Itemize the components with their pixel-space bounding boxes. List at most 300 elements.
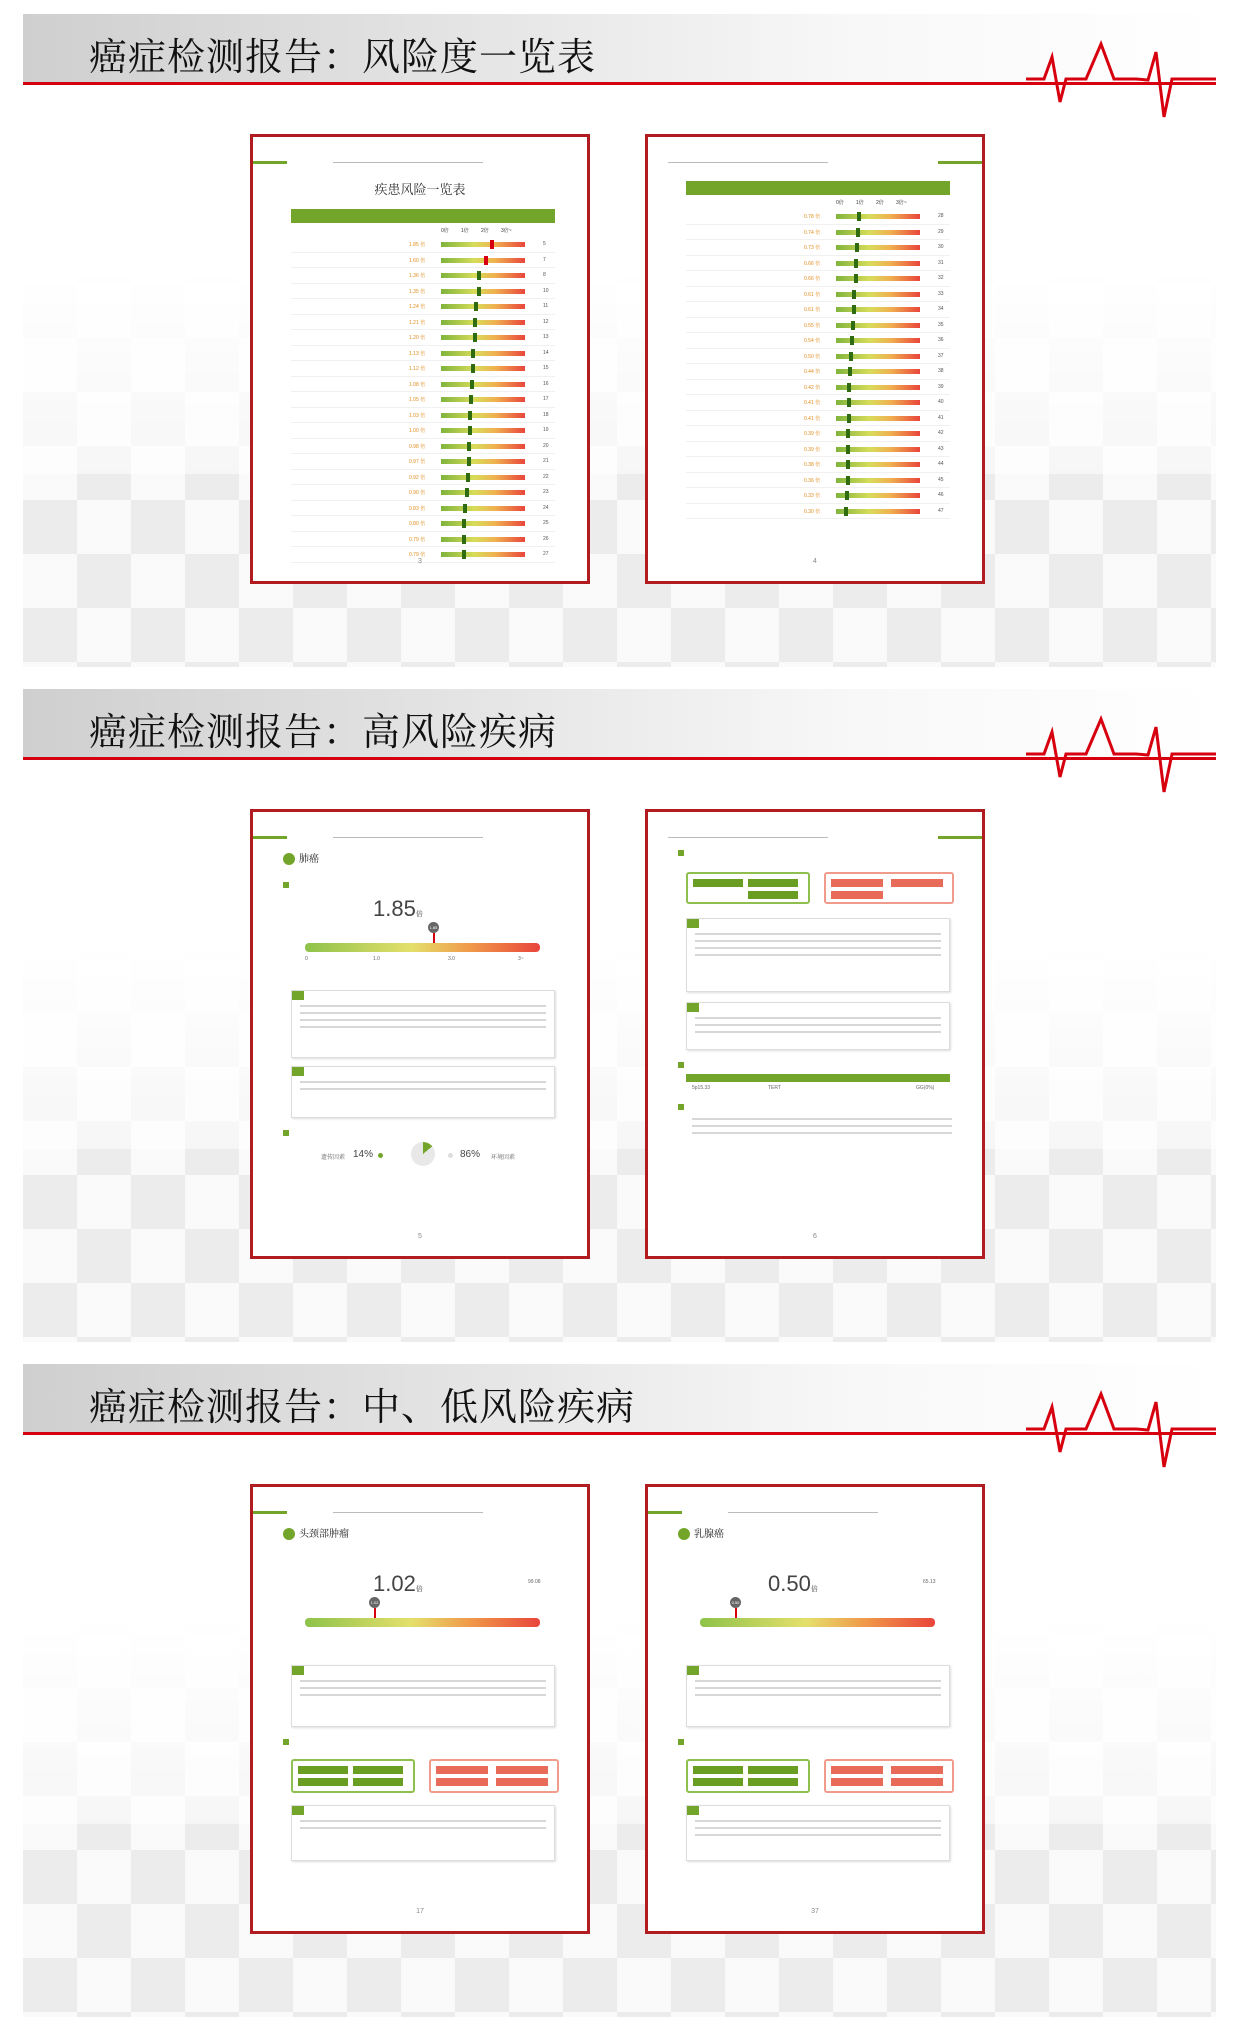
risk-marker bbox=[846, 429, 850, 438]
risk-gradient-bar bbox=[441, 351, 525, 356]
risk-multiple: 0.80 倍 bbox=[409, 521, 426, 527]
risk-bar bbox=[305, 943, 540, 952]
risk-marker bbox=[470, 380, 474, 389]
prevention-box bbox=[686, 918, 950, 992]
page-ref: 8 bbox=[543, 272, 546, 278]
page-ref: 21 bbox=[543, 458, 549, 464]
page-ref: 44 bbox=[938, 461, 944, 467]
page-ref: 47 bbox=[938, 507, 944, 514]
risk-gradient-bar bbox=[441, 428, 525, 433]
risk-multiple: 0.30 倍 bbox=[804, 508, 821, 515]
risk-multiple: 1.24 倍 bbox=[409, 304, 426, 310]
page-number: 37 bbox=[811, 1908, 819, 1915]
risk-marker bbox=[467, 442, 471, 451]
risk-marker bbox=[477, 271, 481, 280]
ribbon-icon bbox=[678, 1528, 690, 1540]
section-heading-lifestyle bbox=[678, 1739, 687, 1746]
risk-marker bbox=[463, 504, 467, 513]
page-ref: 25 bbox=[543, 520, 549, 526]
risk-marker bbox=[477, 287, 481, 296]
disease-title: 头颈部肿瘤 bbox=[283, 1525, 349, 1540]
page-ref: 35 bbox=[938, 321, 944, 328]
table-row bbox=[291, 501, 555, 517]
scale-label: 1倍 bbox=[461, 228, 469, 234]
stat-value: 65.13 bbox=[923, 1579, 936, 1585]
risk-marker bbox=[846, 445, 850, 454]
table-row bbox=[686, 271, 950, 287]
table-row bbox=[686, 411, 950, 427]
page-ref: 14 bbox=[543, 349, 549, 356]
lifestyle-tag bbox=[693, 1778, 743, 1786]
risk-multiple: 0.61 倍 bbox=[804, 307, 821, 313]
risk-gradient-bar bbox=[836, 261, 920, 266]
table-row bbox=[291, 299, 555, 315]
page-ref: 43 bbox=[938, 445, 944, 452]
table-row bbox=[686, 473, 950, 489]
lifestyle-tag bbox=[748, 1766, 798, 1774]
disease-title: 肺癌 bbox=[283, 850, 319, 865]
risk-multiple: 1.13 倍 bbox=[409, 350, 426, 357]
section-heading-factors bbox=[283, 1130, 292, 1137]
gene-frequency: GG(0%) bbox=[916, 1085, 935, 1091]
risk-marker bbox=[852, 305, 856, 314]
risk-gradient-bar bbox=[836, 416, 920, 421]
risk-tag bbox=[891, 1766, 943, 1774]
table-row bbox=[291, 346, 555, 362]
tick-1: 1.0 bbox=[373, 956, 380, 962]
table-row bbox=[291, 284, 555, 300]
risk-marker bbox=[846, 476, 850, 485]
environment-dot bbox=[448, 1153, 453, 1158]
gene-name: TERT bbox=[768, 1085, 781, 1091]
page-ref: 11 bbox=[543, 303, 549, 309]
risk-marker bbox=[854, 259, 858, 268]
gene-region: 5p15.33 bbox=[692, 1085, 711, 1091]
ribbon-icon bbox=[283, 853, 295, 865]
risk-marker bbox=[846, 460, 850, 469]
risk-multiple: 0.54 倍 bbox=[804, 338, 821, 344]
table-row bbox=[686, 395, 950, 411]
section-heading-genetic-risk bbox=[283, 882, 292, 889]
table-row bbox=[686, 457, 950, 473]
table-row bbox=[686, 349, 950, 365]
table-row bbox=[686, 426, 950, 442]
risk-multiple: 0.50 倍 bbox=[804, 353, 821, 360]
lifestyle-tag bbox=[748, 1778, 798, 1786]
scale-row bbox=[291, 223, 555, 237]
risk-multiple: 0.98 倍 bbox=[409, 443, 426, 450]
section-medium-low-risk bbox=[23, 1364, 1216, 2017]
risk-marker bbox=[856, 228, 860, 237]
risk-gradient-bar bbox=[836, 447, 920, 452]
tick-3plus: 3~ bbox=[518, 956, 524, 962]
gene-table-header bbox=[686, 1074, 950, 1082]
risk-marker bbox=[850, 336, 854, 345]
scale-label: 0倍 bbox=[836, 200, 844, 206]
page-ref: 31 bbox=[938, 259, 944, 266]
lifestyle-tag bbox=[748, 879, 798, 887]
risk-marker: 1.85 bbox=[428, 922, 439, 933]
table-row bbox=[291, 454, 555, 470]
reduce-risk-frame bbox=[686, 1759, 810, 1793]
risk-tag bbox=[436, 1766, 488, 1774]
risk-multiple: 1.03 倍 bbox=[409, 412, 426, 419]
risk-gradient-bar bbox=[441, 537, 525, 542]
risk-gradient-bar bbox=[441, 475, 525, 480]
risk-marker bbox=[852, 290, 856, 299]
risk-multiple: 0.92 倍 bbox=[409, 474, 426, 481]
risk-multiple: 0.66 倍 bbox=[804, 276, 821, 282]
risk-table bbox=[291, 209, 555, 563]
section-title: 癌症检测报告：风险度一览表 bbox=[89, 35, 597, 79]
page-ref: 39 bbox=[938, 383, 944, 390]
page-ref: 27 bbox=[543, 551, 549, 557]
tick-3: 3.0 bbox=[448, 956, 455, 962]
risk-gradient-bar bbox=[836, 276, 920, 281]
table-row bbox=[686, 302, 950, 318]
section-heading-lifestyle bbox=[283, 1739, 292, 1746]
risk-multiple: 0.79 倍 bbox=[409, 552, 426, 558]
page-ref: 16 bbox=[543, 380, 549, 387]
table-row bbox=[291, 330, 555, 346]
table-row bbox=[686, 333, 950, 349]
risk-gradient-bar bbox=[441, 289, 525, 294]
risk-multiple: 0.42 倍 bbox=[804, 384, 821, 391]
risk-marker bbox=[855, 243, 859, 252]
risk-marker-line bbox=[433, 933, 435, 943]
page-number: 3 bbox=[418, 558, 422, 565]
table-row bbox=[291, 361, 555, 377]
risk-gradient-bar bbox=[836, 385, 920, 390]
risk-marker bbox=[849, 352, 853, 361]
risk-gradient-bar bbox=[441, 304, 525, 309]
risk-multiple: 0.73 倍 bbox=[804, 245, 821, 251]
risk-tag bbox=[496, 1766, 548, 1774]
risk-value: 0.50倍 bbox=[768, 1571, 818, 1596]
page-ref: 42 bbox=[938, 430, 944, 436]
risk-multiple: 1.85 倍 bbox=[409, 242, 426, 248]
section-title: 癌症检测报告：高风险疾病 bbox=[89, 710, 558, 754]
table-row bbox=[686, 256, 950, 272]
page-ref: 38 bbox=[938, 368, 944, 374]
risk-multiple: 1.21 倍 bbox=[409, 319, 426, 326]
page-top-line bbox=[648, 161, 982, 164]
risk-gradient-bar bbox=[441, 444, 525, 449]
risk-multiple: 1.08 倍 bbox=[409, 381, 426, 388]
page-ref: 13 bbox=[543, 334, 549, 340]
risk-gradient-bar bbox=[441, 397, 525, 402]
heartbeat-icon bbox=[1026, 697, 1216, 797]
lifestyle-tag bbox=[693, 1766, 743, 1774]
table-row bbox=[686, 364, 950, 380]
scale-row bbox=[686, 195, 950, 209]
page-ref: 15 bbox=[543, 365, 549, 371]
page-ref: 17 bbox=[543, 396, 549, 402]
risk-multiple: 0.33 倍 bbox=[804, 493, 821, 499]
table-row bbox=[686, 225, 950, 241]
risk-marker-line bbox=[735, 1608, 737, 1618]
risk-gradient-bar bbox=[441, 490, 525, 495]
tick-0: 0 bbox=[305, 956, 308, 962]
page-ref: 26 bbox=[543, 535, 549, 542]
scale-label: 2倍 bbox=[876, 200, 884, 206]
risk-tag bbox=[891, 1778, 943, 1786]
page-top-line bbox=[253, 836, 587, 839]
table-row bbox=[291, 485, 555, 501]
page-ref: 29 bbox=[938, 228, 944, 235]
disease-title: 乳腺癌 bbox=[678, 1525, 724, 1540]
risk-marker bbox=[851, 321, 855, 330]
table-row bbox=[686, 287, 950, 303]
risk-gradient-bar bbox=[441, 521, 525, 526]
risk-multiple: 1.00 倍 bbox=[409, 428, 426, 434]
symptom-box bbox=[291, 1066, 555, 1118]
page-ref: 7 bbox=[543, 256, 546, 263]
reduce-risk-frame bbox=[686, 872, 810, 904]
risk-multiple: 0.38 倍 bbox=[804, 462, 821, 468]
recommended-exam-box bbox=[686, 1805, 950, 1861]
risk-gradient-bar bbox=[836, 230, 920, 235]
table-row bbox=[291, 470, 555, 486]
page-ref: 40 bbox=[938, 399, 944, 405]
risk-table bbox=[686, 181, 950, 519]
risk-marker bbox=[854, 274, 858, 283]
risk-multiple: 0.79 倍 bbox=[409, 536, 426, 543]
page-number: 6 bbox=[813, 1233, 817, 1240]
report-page-table-right bbox=[645, 134, 985, 584]
section-title: 癌症检测报告：中、低风险疾病 bbox=[89, 1385, 636, 1429]
risk-multiple: 0.78 倍 bbox=[804, 214, 821, 220]
table-row bbox=[686, 504, 950, 520]
environment-label: 环境因素 bbox=[491, 1155, 516, 1161]
risk-multiple: 0.39 倍 bbox=[804, 431, 821, 437]
risk-multiple: 1.36 倍 bbox=[409, 273, 426, 279]
risk-marker bbox=[469, 395, 473, 404]
risk-marker bbox=[471, 364, 475, 373]
table-row bbox=[291, 439, 555, 455]
recommended-exam-box bbox=[686, 1002, 950, 1050]
risk-gradient-bar bbox=[836, 292, 920, 297]
risk-multiple: 1.20 倍 bbox=[409, 335, 426, 341]
risk-multiple: 0.83 倍 bbox=[409, 505, 426, 512]
page-ref: 18 bbox=[543, 411, 549, 418]
risk-gradient-bar bbox=[441, 273, 525, 278]
page-ref: 34 bbox=[938, 306, 944, 312]
risk-marker bbox=[466, 473, 470, 482]
factor-pie-chart bbox=[411, 1142, 435, 1166]
table-row bbox=[291, 315, 555, 331]
risk-gradient-bar bbox=[441, 242, 525, 247]
table-row bbox=[291, 408, 555, 424]
section-risk-overview bbox=[23, 14, 1216, 667]
page-ref: 30 bbox=[938, 244, 944, 250]
risk-gradient-bar bbox=[836, 462, 920, 467]
page-ref: 5 bbox=[543, 241, 546, 247]
risk-marker bbox=[471, 349, 475, 358]
heartbeat-icon bbox=[1026, 1372, 1216, 1472]
risk-tag bbox=[831, 1766, 883, 1774]
page-ref: 32 bbox=[938, 275, 944, 281]
section-heading-lifestyle bbox=[678, 850, 687, 857]
risk-marker bbox=[844, 507, 848, 516]
risk-gradient-bar bbox=[836, 307, 920, 312]
table-row bbox=[686, 442, 950, 458]
risk-multiple: 0.66 倍 bbox=[804, 260, 821, 267]
risk-marker bbox=[462, 519, 466, 528]
risk-gradient-bar bbox=[441, 459, 525, 464]
page-number: 17 bbox=[416, 1908, 424, 1915]
risk-marker bbox=[467, 457, 471, 466]
scale-label: 0倍 bbox=[441, 228, 449, 234]
risk-multiple: 1.05 倍 bbox=[409, 397, 426, 403]
risk-gradient-bar bbox=[836, 400, 920, 405]
risk-gradient-bar bbox=[836, 338, 920, 343]
table-row bbox=[686, 380, 950, 396]
table-header bbox=[291, 209, 555, 223]
lifestyle-tag bbox=[298, 1778, 348, 1786]
risk-gradient-bar bbox=[836, 245, 920, 250]
scale-label: 2倍 bbox=[481, 228, 489, 234]
genetic-dot bbox=[378, 1153, 383, 1158]
table-row bbox=[291, 253, 555, 269]
risk-marker bbox=[490, 240, 494, 249]
risk-marker bbox=[474, 302, 478, 311]
risk-multiple: 1.12 倍 bbox=[409, 366, 426, 372]
page-ref: 41 bbox=[938, 414, 944, 421]
recommended-exam-box bbox=[291, 1805, 555, 1861]
table-row bbox=[291, 516, 555, 532]
risk-multiple: 0.61 倍 bbox=[804, 291, 821, 298]
stat-value: 99.08 bbox=[528, 1579, 541, 1585]
page-ref: 33 bbox=[938, 290, 944, 297]
risk-gradient-bar bbox=[836, 431, 920, 436]
page-ref: 12 bbox=[543, 318, 549, 325]
page-ref: 24 bbox=[543, 504, 549, 511]
report-page-breast-cancer bbox=[645, 1484, 985, 1934]
page-top-line bbox=[648, 836, 982, 839]
page-ref: 10 bbox=[543, 287, 549, 294]
page-top-line bbox=[648, 1511, 982, 1514]
risk-gradient-bar bbox=[441, 320, 525, 325]
section-heading-references bbox=[678, 1104, 687, 1111]
risk-bar bbox=[700, 1618, 935, 1627]
table-row bbox=[291, 423, 555, 439]
risk-tag bbox=[831, 891, 883, 899]
environment-percent: 86% bbox=[460, 1149, 481, 1160]
risk-tag bbox=[891, 879, 943, 887]
risk-gradient-bar bbox=[836, 493, 920, 498]
page-number: 4 bbox=[813, 558, 817, 565]
reduce-risk-frame bbox=[291, 1759, 415, 1793]
risk-marker bbox=[847, 398, 851, 407]
risk-marker bbox=[468, 411, 472, 420]
heartbeat-icon bbox=[1026, 22, 1216, 122]
overview-box bbox=[686, 1665, 950, 1727]
risk-multiple: 1.60 倍 bbox=[409, 257, 426, 264]
risk-tag bbox=[831, 879, 883, 887]
risk-marker bbox=[857, 212, 861, 221]
table-row bbox=[291, 532, 555, 548]
risk-marker bbox=[462, 535, 466, 544]
risk-tag bbox=[496, 1778, 548, 1786]
risk-marker: 0.50 bbox=[730, 1597, 741, 1608]
report-page-lung-cancer bbox=[250, 809, 590, 1259]
page-top-line bbox=[253, 161, 587, 164]
page-ref: 46 bbox=[938, 492, 944, 498]
risk-marker bbox=[845, 491, 849, 500]
page-top-line bbox=[253, 1511, 587, 1514]
page-ref: 23 bbox=[543, 489, 549, 495]
table-row bbox=[686, 488, 950, 504]
lifestyle-tag bbox=[298, 1766, 348, 1774]
risk-gradient-bar bbox=[441, 552, 525, 557]
risk-gradient-bar bbox=[836, 214, 920, 219]
scale-label: 3倍~ bbox=[501, 228, 512, 234]
page-number: 5 bbox=[418, 1233, 422, 1240]
page-ref: 20 bbox=[543, 442, 549, 449]
report-page-table-left bbox=[250, 134, 590, 584]
risk-marker bbox=[484, 256, 488, 265]
table-header bbox=[686, 181, 950, 195]
risk-gradient-bar bbox=[441, 258, 525, 263]
page-ref: 37 bbox=[938, 352, 944, 359]
section-high-risk bbox=[23, 689, 1216, 1342]
risk-marker bbox=[473, 333, 477, 342]
risk-multiple: 0.90 倍 bbox=[409, 490, 426, 496]
page-ref: 28 bbox=[938, 213, 944, 219]
lifestyle-tag bbox=[693, 879, 743, 887]
section-heading-genes bbox=[678, 1062, 687, 1069]
report-page-head-neck bbox=[250, 1484, 590, 1934]
overview-box bbox=[291, 990, 555, 1058]
increase-risk-frame bbox=[429, 1759, 559, 1793]
risk-marker bbox=[473, 318, 477, 327]
risk-gradient-bar bbox=[836, 478, 920, 483]
risk-value: 1.85倍 bbox=[373, 896, 423, 921]
risk-tag bbox=[831, 1778, 883, 1786]
risk-value: 1.02倍 bbox=[373, 1571, 423, 1596]
page-ref: 45 bbox=[938, 476, 944, 483]
risk-multiple: 0.39 倍 bbox=[804, 446, 821, 453]
table-row bbox=[686, 209, 950, 225]
risk-marker bbox=[847, 414, 851, 423]
risk-marker bbox=[848, 367, 852, 376]
increase-risk-frame bbox=[824, 1759, 954, 1793]
lifestyle-tag bbox=[748, 891, 798, 899]
risk-multiple: 0.97 倍 bbox=[409, 459, 426, 465]
risk-multiple: 0.74 倍 bbox=[804, 229, 821, 236]
risk-gradient-bar bbox=[836, 369, 920, 374]
risk-gradient-bar bbox=[441, 413, 525, 418]
ribbon-icon bbox=[283, 1528, 295, 1540]
scale-label: 3倍~ bbox=[896, 200, 907, 206]
genetic-label: 遗传因素 bbox=[321, 1155, 346, 1161]
page-ref: 36 bbox=[938, 337, 944, 343]
scale-label: 1倍 bbox=[856, 200, 864, 206]
risk-gradient-bar bbox=[836, 354, 920, 359]
risk-gradient-bar bbox=[441, 506, 525, 511]
risk-multiple: 0.55 倍 bbox=[804, 322, 821, 329]
risk-multiple: 0.41 倍 bbox=[804, 415, 821, 422]
lifestyle-tag bbox=[353, 1778, 403, 1786]
page-ref: 22 bbox=[543, 473, 549, 480]
risk-marker bbox=[465, 488, 469, 497]
page-title: 疾患风险一览表 bbox=[374, 182, 466, 197]
risk-tag bbox=[436, 1778, 488, 1786]
risk-multiple: 0.41 倍 bbox=[804, 400, 821, 406]
lifestyle-tag bbox=[353, 1766, 403, 1774]
table-row bbox=[291, 268, 555, 284]
